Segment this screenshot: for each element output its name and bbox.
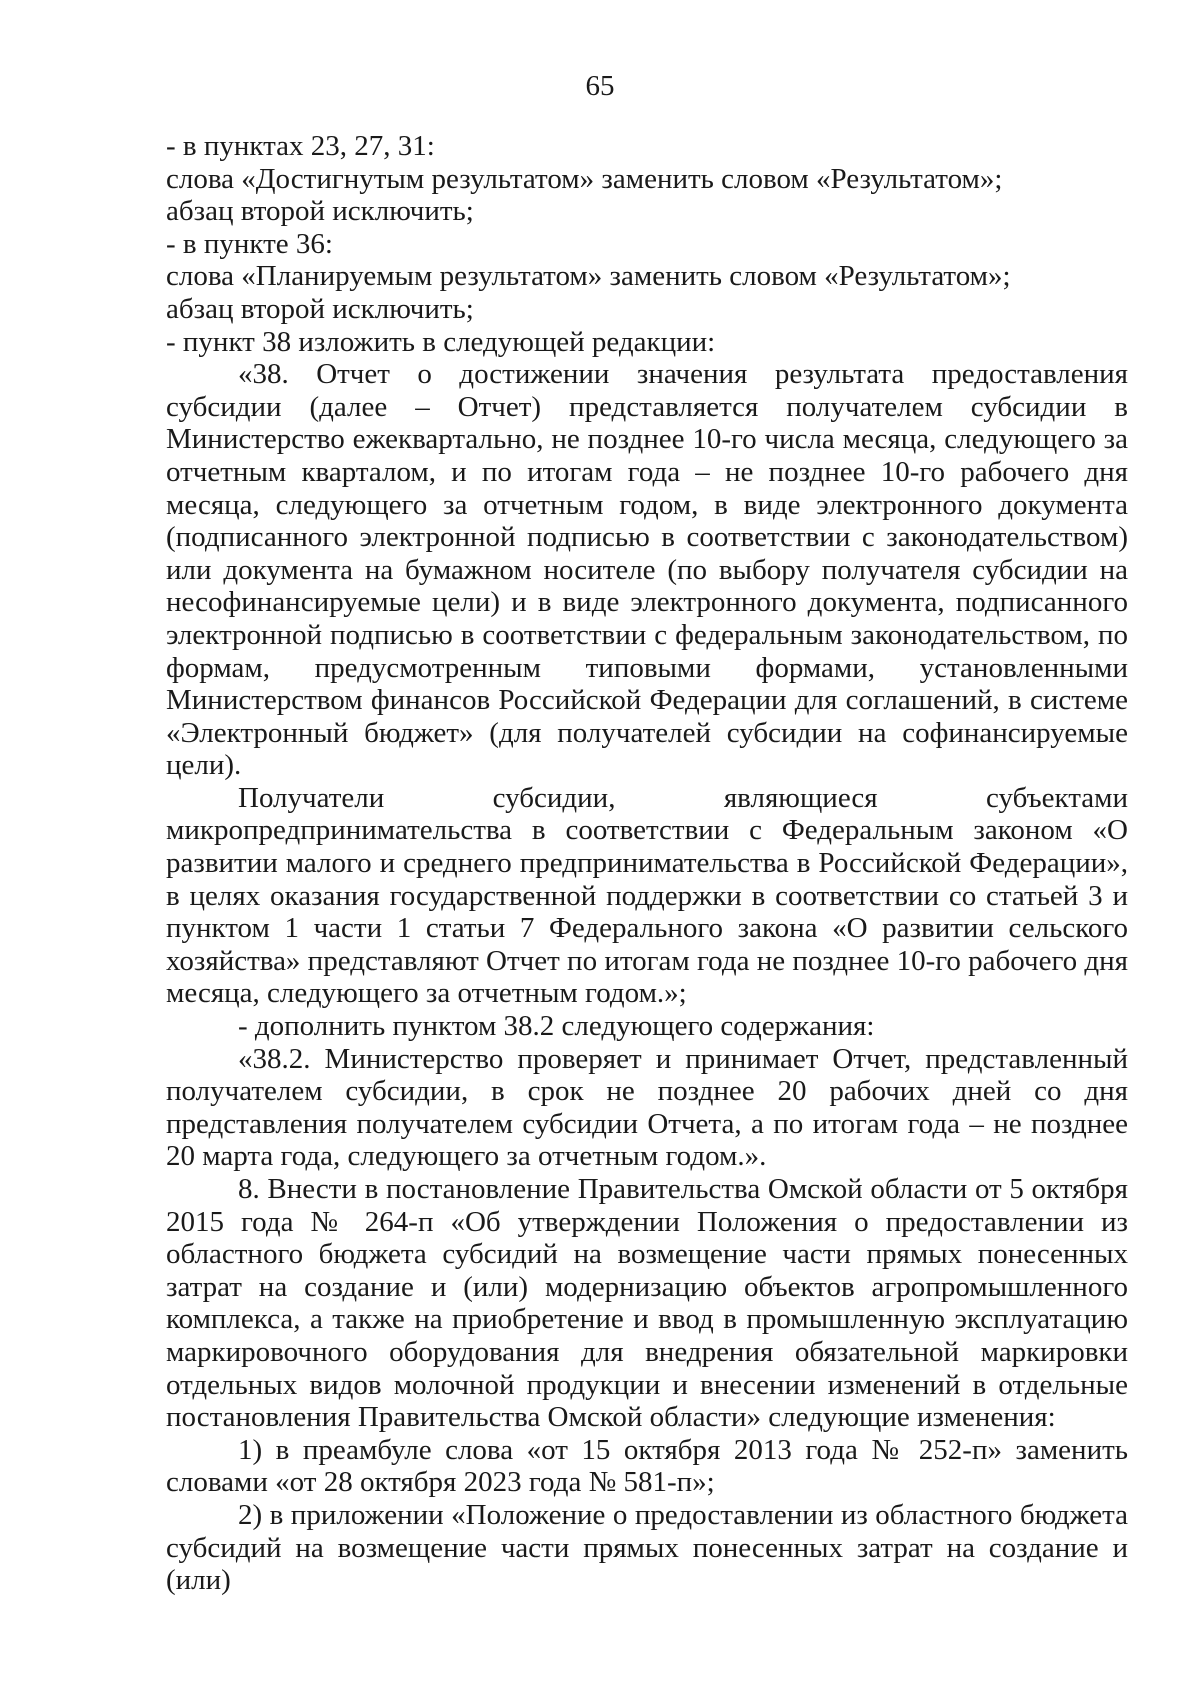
document-body <box>166 130 1128 1597</box>
paragraph-items-23-27-31: - в пунктах 23, 27, 31: <box>166 130 435 162</box>
paragraph-replace-achieved-result: слова «Достигнутым результатом» заменить словом «Результатом»; <box>166 162 1003 195</box>
paragraph-preamble-change: 1) в преамбуле слова «от 15 октября 2013 года № 252-п» заменить словами «от 28 октября 2023 года № 581-п»; <box>166 1433 1128 1499</box>
paragraph-item-38-intro: - пункт 38 изложить в следующей редакции: <box>166 325 716 358</box>
paragraph-item-38-2-text: «38.2. Министерство проверяет и принимает Отчет, представленный получателем субсидии, в срок не позднее 20 рабочих дней со дня представления получателем субсидии Отчета, а по итогам года – не позднее 20 марта года, следующего за отчетным годом.». <box>166 1042 1128 1173</box>
paragraph-item-36: - в пункте 36: <box>166 227 333 260</box>
paragraph-section-8: 8. Внести в постановление Правительства Омской области от 5 октября 2015 года № 264-п «Об утверждении Положения о предоставлении из областного бюджета субсидий на возмещение части прямых понесенных затрат на создание и (или) модернизацию объектов агропромышленного комплекса, а также на приобретение и ввод в промышленную эксплуатацию маркировочного оборудования для внедрения обязательной маркировки отдельных видов молочной продукции и внесении изменений в отдельные постановления Правительства Омской области» следующие изменения: <box>166 1173 1128 1434</box>
paragraph-replace-planned-result: слова «Планируемым результатом» заменить словом «Результатом»; <box>166 260 1011 293</box>
page-number: 65 <box>585 70 615 102</box>
paragraph-item-38-text: «38. Отчет о достижении значения результата предоставления субсидии (далее – Отчет) представляется получателем субсидии в Министерство ежеквартально, не позднее 10-го числа месяца, следующего за отчетным кварталом, и по итогам года – не позднее 10-го рабочего дня месяца, следующего за отчетным годом, в виде электронного документа (подписанного электронной подписью в соответствии с законодательством) или документа на бумажном носителе (по выбору получателя субсидии на несофинансируемые цели) и в виде электронного документа, подписанного электронной подписью в соответствии с федеральным законодательством, по формам, предусмотренным типовыми формами, установленными Министерством финансов Российской Федерации для соглашений, в системе «Электронный бюджет» (для получателей субсидии на софинансируемые цели). <box>166 358 1128 782</box>
paragraph-exclude-second-1: абзац второй исключить; <box>166 195 474 228</box>
paragraph-micro-enterprises: Получатели субсидии, являющиеся субъектами микропредпринимательства в соответствии с Федеральным законом «О развитии малого и среднего предпринимательства в Российской Федерации», в целях оказания государственной поддержки в соответствии со статьей 3 и пунктом 1 части 1 статьи 7 Федерального закона «О развитии сельского хозяйства» представляют Отчет по итогам года не позднее 10-го рабочего дня месяца, следующего за отчетным годом.»; <box>166 781 1129 1010</box>
paragraph-add-item-38-2: - дополнить пунктом 38.2 следующего содержания: <box>238 1010 875 1043</box>
paragraph-appendix-change: 2) в приложении «Положение о предоставлении из областного бюджета субсидий на возмещение части прямых понесенных затрат на создание и (или) <box>166 1498 1128 1597</box>
paragraph-exclude-second-2: абзац второй исключить; <box>166 292 474 325</box>
